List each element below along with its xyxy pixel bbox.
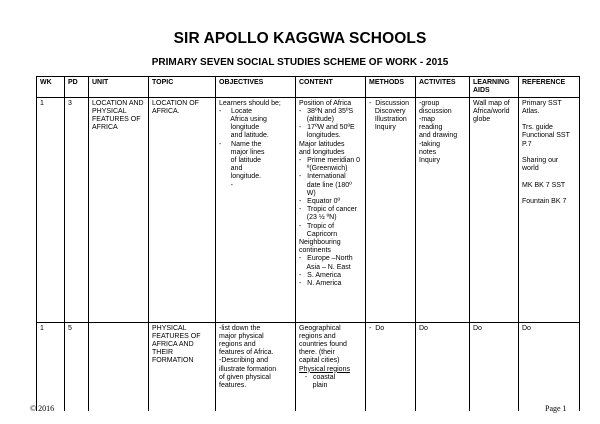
- cell-unit: [89, 97, 149, 322]
- cell-line: º(Greenwich): [299, 165, 348, 173]
- cell-line: AFRICA AND: [152, 341, 194, 348]
- cell-content: [296, 97, 366, 322]
- cell-line: longitude.: [219, 173, 262, 181]
- cell-line: and longitudes: [299, 148, 345, 156]
- header-methods: METHODS: [366, 77, 416, 98]
- cell-line: - Name the: [219, 140, 262, 148]
- cell-line: MK BK 7 SST: [522, 181, 566, 189]
- cell-line: P.7: [522, 140, 532, 148]
- cell-line: Wall map of: [473, 99, 510, 107]
- cell-line: Asia – N. East: [299, 263, 351, 271]
- header-reference: REFERENCE: [519, 77, 580, 98]
- cell-line: - Europe –North: [299, 255, 353, 263]
- cell-line: features.: [219, 382, 247, 390]
- cell-line: [522, 173, 576, 181]
- cell-line: Physical regions: [299, 365, 350, 373]
- cell-content: [296, 322, 366, 411]
- cell-line: capital cities): [299, 357, 340, 365]
- cell-line: globe: [473, 116, 491, 123]
- cell-line: Sharing our: [522, 156, 559, 164]
- cell-line: Primary SST: [522, 99, 562, 107]
- header-pd: PD: [65, 77, 89, 98]
- cell-line: [522, 116, 576, 124]
- cell-line: regions and: [219, 341, 256, 348]
- cell-line: - International: [299, 173, 346, 181]
- cell-line: - N. America: [299, 280, 342, 288]
- cell-line: Capricorn: [299, 230, 338, 238]
- cell-line: Atlas.: [522, 107, 540, 115]
- cell-line: LOCATION AND: [92, 99, 144, 107]
- cell-line: Inquiry: [369, 124, 396, 132]
- cell-line: Do: [522, 324, 531, 332]
- cell-line: FEATURES OF: [92, 116, 141, 123]
- cell-line: discussion: [419, 107, 452, 115]
- header-learning-aids: LEARNING AIDS: [470, 77, 519, 98]
- cell-aids: [470, 322, 519, 411]
- cell-line: - 38ºN and 35ºS: [299, 107, 354, 115]
- cell-line: regions and: [299, 332, 336, 340]
- cell-line: Africa/world: [473, 107, 510, 115]
- footer-page-number: Page 1: [545, 404, 567, 413]
- table-header-row: [37, 77, 580, 98]
- header-content: CONTENT: [296, 77, 366, 98]
- cell-line: - Equator 0º: [299, 198, 341, 206]
- cell-line: -Describing and: [219, 357, 269, 365]
- cell-line: -: [219, 181, 233, 189]
- document-title: SIR APOLLO KAGGWA SCHOOLS: [173, 30, 427, 47]
- cell-line: PHYSICAL: [92, 107, 127, 115]
- cell-activities: [416, 322, 470, 411]
- cell-line: Functional SST: [522, 132, 570, 140]
- cell-line: illustrate formation: [219, 365, 277, 373]
- cell-line: [522, 190, 576, 198]
- table-row: [37, 97, 580, 322]
- cell-line: [522, 149, 576, 157]
- cell-line: Major latitudes: [299, 140, 345, 148]
- cell-line: Geographical: [299, 324, 341, 332]
- cell-aids: [470, 97, 519, 322]
- cell-line: - Tropic of: [299, 222, 335, 230]
- cell-topic: [149, 322, 216, 411]
- cell-line: (altitude): [299, 116, 335, 123]
- scheme-of-work-table: [36, 76, 580, 411]
- cell-objectives: [216, 97, 296, 322]
- cell-line: THEIR: [152, 349, 173, 357]
- cell-line: Discovery: [369, 107, 406, 115]
- cell-line: there. (their: [299, 349, 335, 357]
- cell-methods: [366, 322, 416, 411]
- cell-line: and latitude.: [219, 132, 269, 140]
- cell-line: - Locate: [219, 107, 253, 115]
- cell-line: (23 ½ ºN): [299, 214, 337, 222]
- cell-line: major lines: [219, 148, 265, 156]
- cell-reference: [519, 97, 580, 322]
- cell-line: longitudes.: [299, 132, 341, 140]
- cell-line: Inquiry: [419, 157, 441, 165]
- cell-line: - S. America: [299, 271, 342, 279]
- cell-line: Fountain BK 7: [522, 197, 567, 205]
- cell-line: Neighbouring: [299, 239, 341, 247]
- cell-line: LOCATION OF: [152, 99, 199, 107]
- cell-pd: 3: [65, 97, 89, 322]
- cell-objectives: [216, 322, 296, 411]
- cell-unit: [89, 322, 149, 411]
- cell-line: of latitude: [219, 157, 262, 165]
- cell-line: Africa using: [219, 116, 267, 123]
- cell-line: notes: [419, 148, 437, 156]
- cell-wk: 1: [37, 322, 65, 411]
- header-objectives: OBJECTIVES: [216, 77, 296, 98]
- cell-line: features of Africa.: [219, 349, 274, 357]
- cell-line: FORMATION: [152, 357, 194, 365]
- cell-line: - 17ºW and 50ºE: [299, 124, 355, 132]
- table-row: [37, 322, 580, 411]
- header-unit: UNIT: [89, 77, 149, 98]
- cell-reference: [519, 322, 580, 411]
- cell-line: world: [522, 165, 539, 173]
- cell-topic: [149, 97, 216, 322]
- cell-line: -taking: [419, 140, 441, 148]
- cell-line: Do: [473, 324, 482, 332]
- header-topic: TOPIC: [149, 77, 216, 98]
- cell-line: W): [299, 189, 316, 197]
- cell-line: FEATURES OF: [152, 332, 201, 340]
- cell-line: - coastal: [299, 373, 336, 381]
- cell-line: Learners should be;: [219, 99, 281, 107]
- cell-line: countries found: [299, 341, 347, 348]
- cell-line: and drawing: [419, 132, 458, 140]
- cell-line: Trs. guide: [522, 124, 553, 132]
- cell-activities: [416, 97, 470, 322]
- header-activities: ACTIVITES: [416, 77, 470, 98]
- cell-line: -list down the: [219, 324, 261, 332]
- cell-line: date line (180º: [299, 181, 352, 189]
- cell-line: -map: [419, 116, 435, 123]
- cell-line: plain: [299, 382, 328, 390]
- cell-line: AFRICA: [92, 124, 118, 132]
- cell-line: longitude: [219, 124, 260, 132]
- cell-line: - Discussion: [369, 99, 410, 107]
- cell-line: of given physical: [219, 373, 271, 381]
- cell-line: Position of Africa: [299, 99, 352, 107]
- cell-pd: 5: [65, 322, 89, 411]
- cell-line: Illustration: [369, 116, 407, 123]
- cell-wk: 1: [37, 97, 65, 322]
- cell-line: and: [219, 165, 243, 173]
- header-wk: WK: [37, 77, 65, 98]
- cell-line: continents: [299, 247, 331, 255]
- cell-line: major physical: [219, 332, 264, 340]
- footer-copyright: © 2016: [30, 404, 55, 413]
- document-subtitle: PRIMARY SEVEN SOCIAL STUDIES SCHEME OF WORK - 2015: [151, 57, 449, 68]
- cell-methods: [366, 97, 416, 322]
- cell-line: reading: [419, 124, 443, 132]
- cell-line: AFRICA.: [152, 107, 180, 115]
- cell-line: Do: [419, 324, 428, 332]
- cell-line: - Do: [369, 324, 385, 332]
- cell-line: -group: [419, 99, 440, 107]
- cell-line: PHYSICAL: [152, 324, 187, 332]
- cell-line: - Prime meridian 0: [299, 157, 361, 165]
- cell-line: - Tropic of cancer: [299, 206, 357, 214]
